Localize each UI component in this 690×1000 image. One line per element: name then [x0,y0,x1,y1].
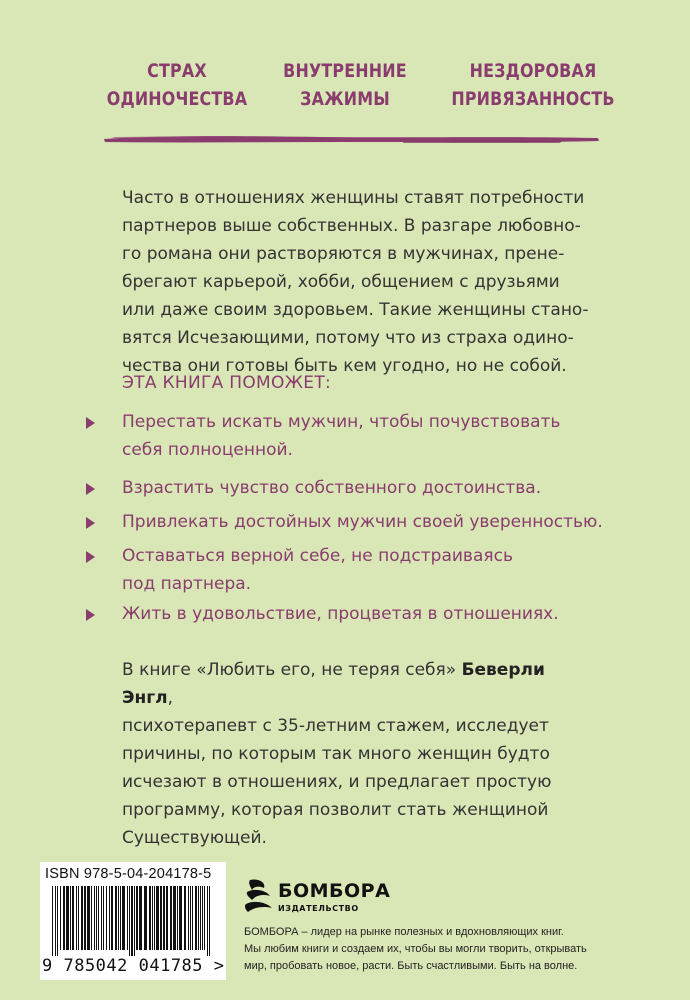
barcode-bar [101,886,102,950]
barcode-bar [209,886,210,956]
triangle-bullet-icon [86,517,95,529]
barcode-bar [200,886,201,950]
triangle-bullet-icon [86,483,95,495]
barcode-bar [139,886,142,950]
barcode-bar [52,886,53,956]
barcode-bar [136,886,138,950]
isbn-number: ISBN 978-5-04-204178-5 [45,866,212,882]
closing-paragraph: В книге «Любить его, не теряя себя» Беверли Энгл, психотерапевт с 35-летним стажем, исследует причины, по которым так много женщин будто исчезают в отношениях, и предлагает простую программу, которая позволит стать женщиной Существующей. [122,660,552,848]
heading-fear-of-loneliness: СТРАХ ОДИНОЧЕСТВА [106,61,248,110]
barcode-bar [106,886,107,950]
barcode-bar [60,886,61,950]
helps-title: ЭТА КНИГА ПОМОЖЕТ: [122,373,332,393]
barcode-bar [103,886,104,950]
barcode-bar [118,886,119,950]
barcode-bar [173,886,176,950]
barcode-bar [170,886,172,950]
barcode-bar [134,886,135,956]
barcode-bar [166,886,168,950]
author-name: Беверли Энгл [122,660,545,708]
barcode-bar [122,886,125,950]
barcode-bar [144,886,147,950]
barcode-bar [63,886,65,950]
barcode-bar [131,886,133,956]
barcode-bar [184,886,186,950]
triangle-bullet-icon [86,609,95,621]
barcode-bar [149,886,151,950]
barcode-bar [204,886,205,950]
barcode-bar [109,886,110,950]
publisher-subtitle: ИЗДАТЕЛЬСТВО [278,904,359,913]
barcode-bar [87,886,90,950]
barcode-bar [84,886,86,950]
barcode-bar [55,886,56,956]
barcode-bar [120,886,121,950]
barcode-bar [57,886,58,956]
barcode-bar [94,886,95,950]
brush-stroke-divider [102,131,602,147]
barcode-bar [156,886,159,950]
publisher-description: БОМБОРА – лидер на рынке полезных и вдохновляющих книг. Мы любим книги и создаем их, чтобы вы могли творить, открывать мир, пробовать новое, расти. Быть счастливыми. Быть на волне. [244,926,587,972]
barcode-bar [163,886,165,950]
barcode-bar [190,886,191,950]
topic-headings [0,58,690,128]
heading-unhealthy-attachment: НЕЗДОРОВАЯ ПРИВЯЗАННОСТЬ [451,61,615,110]
barcode-bar [91,886,92,950]
barcode-bar [70,886,71,950]
barcode-bar [160,886,162,950]
barcode-bar [177,886,178,950]
barcode-bar [202,886,203,950]
bombora-wave-logo-icon [244,876,274,916]
barcode-bars [50,886,216,956]
heading-inner-clamps: ВНУТРЕННИЕ ЗАЖИМЫ [283,61,407,110]
barcode-bar [152,886,153,950]
barcode-bar [66,886,69,950]
barcode-bar [111,886,113,950]
barcode-bar [192,886,193,950]
barcode-bar [207,886,208,956]
barcode-bar [188,886,189,950]
barcode-bar [154,886,155,950]
barcode-digits: 9 785042 041785 > [42,956,225,976]
barcode-bar [115,886,117,950]
barcode-bar [96,886,97,950]
barcode-bar [76,886,77,950]
intro-paragraph: Часто в отношениях женщины ставят потребности партнеров выше собственных. В разгаре любовно- го романа они растворяются в мужчинах, прене- брегают карьерой, хобби, общением с друзьями или даже своим здоровьем. Такие женщины стано- вятся Исчезающими, потому что из страха одино- чества они готовы быть кем угодно, но не собой. [122,188,589,376]
barcode-bar [195,886,197,950]
barcode-bar [129,886,130,956]
barcode-bar [98,886,99,950]
barcode-bar [127,886,128,950]
publisher-name: БОМБОРА [278,880,391,902]
isbn-barcode [40,862,226,980]
triangle-bullet-icon [86,551,95,563]
barcode-bar [198,886,199,950]
barcode-bar [72,886,74,950]
barcode-bar [179,886,182,950]
barcode-bar [81,886,83,950]
triangle-bullet-icon [86,417,95,429]
barcode-bar [78,886,79,950]
